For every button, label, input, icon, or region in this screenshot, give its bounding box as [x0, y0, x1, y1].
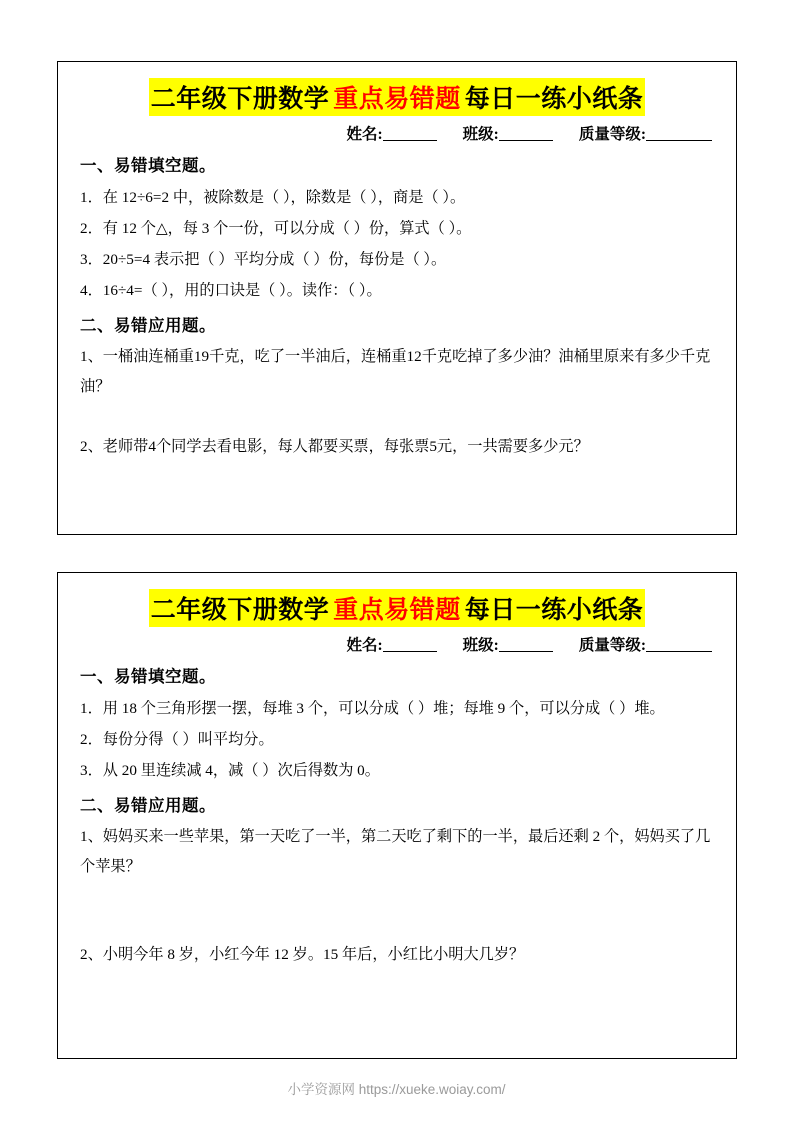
section-heading-word-problems-1: 二、易错应用题。: [80, 316, 216, 335]
grade-field[interactable]: [579, 633, 712, 655]
class-blank[interactable]: [499, 637, 553, 652]
title-part-highlight: 重点易错题: [331, 589, 463, 627]
class-field[interactable]: [463, 122, 553, 144]
worksheet-1-meta: [76, 122, 712, 144]
section-heading-word-problems-2: 二、易错应用题。: [80, 796, 216, 815]
grade-blank[interactable]: [646, 637, 712, 652]
title-part-prefix: 二年级下册数学: [149, 589, 332, 627]
class-label: 班级:: [462, 126, 499, 143]
answer-space: [76, 406, 718, 432]
question-item: 1、一桶油连桶重19千克，吃了一半油后，连桶重12千克吃掉了多少油？油桶里原来有多少千克油？: [80, 348, 711, 395]
question-item: 2．每份分得（ ）叫平均分。: [80, 731, 274, 748]
grade-label: 质量等级:: [578, 126, 646, 143]
name-field[interactable]: [346, 122, 436, 144]
title-part-suffix: 每日一练小纸条: [463, 589, 646, 627]
section-heading-fill-in-2: 一、易错填空题。: [80, 667, 216, 686]
question-item: 1．用 18 个三角形摆一摆，每堆 3 个，可以分成（ ）堆；每堆 9 个，可以分成（ ）堆。: [80, 700, 665, 717]
worksheet-card-2: [57, 572, 737, 1059]
question-item: 3．20÷5=4 表示把（ ）平均分成（ ）份，每份是（ ）。: [80, 251, 447, 268]
question-item: 2、老师带4个同学去看电影，每人都要买票，每张票5元，一共需要多少元？: [80, 438, 589, 455]
class-blank[interactable]: [499, 126, 553, 141]
title-part-highlight: 重点易错题: [331, 78, 463, 116]
grade-blank[interactable]: [646, 126, 712, 141]
worksheet-2-title: [76, 589, 718, 627]
question-item: 1、妈妈买来一些苹果，第一天吃了一半，第二天吃了剩下的一半，最后还剩 2 个，妈妈买了几个苹果？: [80, 828, 711, 875]
question-item: 1．在 12÷6=2 中，被除数是（ ），除数是（ ），商是（ ）。: [80, 189, 466, 206]
name-field[interactable]: [346, 633, 436, 655]
name-label: 姓名:: [346, 637, 383, 654]
grade-field[interactable]: [579, 122, 712, 144]
section-heading-fill-in-1: 一、易错填空题。: [80, 156, 216, 175]
question-item: 2．有 12 个△，每 3 个一份，可以分成（ ）份，算式（ ）。: [80, 220, 472, 237]
worksheet-1-title: [76, 78, 718, 116]
name-blank[interactable]: [383, 126, 437, 141]
name-label: 姓名:: [346, 126, 383, 143]
question-item: 4．16÷4=（ ），用的口诀是（ ）。读作：（ ）。: [80, 282, 382, 299]
question-item: 3．从 20 里连续减 4，减（ ）次后得数为 0。: [80, 762, 380, 779]
worksheet-card-1: [57, 61, 737, 535]
worksheet-2-content: [58, 573, 736, 984]
answer-space: [76, 886, 718, 940]
title-part-prefix: 二年级下册数学: [149, 78, 332, 116]
title-part-suffix: 每日一练小纸条: [463, 78, 646, 116]
page-footer-watermark: 小学资源网 https://xueke.woiay.com/: [287, 1082, 506, 1097]
class-field[interactable]: [463, 633, 553, 655]
class-label: 班级:: [462, 637, 499, 654]
grade-label: 质量等级:: [578, 637, 646, 654]
name-blank[interactable]: [383, 637, 437, 652]
worksheet-1-content: [58, 62, 736, 476]
worksheet-2-meta: [76, 633, 712, 655]
question-item: 2、小明今年 8 岁，小红今年 12 岁。15 年后，小红比小明大几岁？: [80, 946, 525, 963]
